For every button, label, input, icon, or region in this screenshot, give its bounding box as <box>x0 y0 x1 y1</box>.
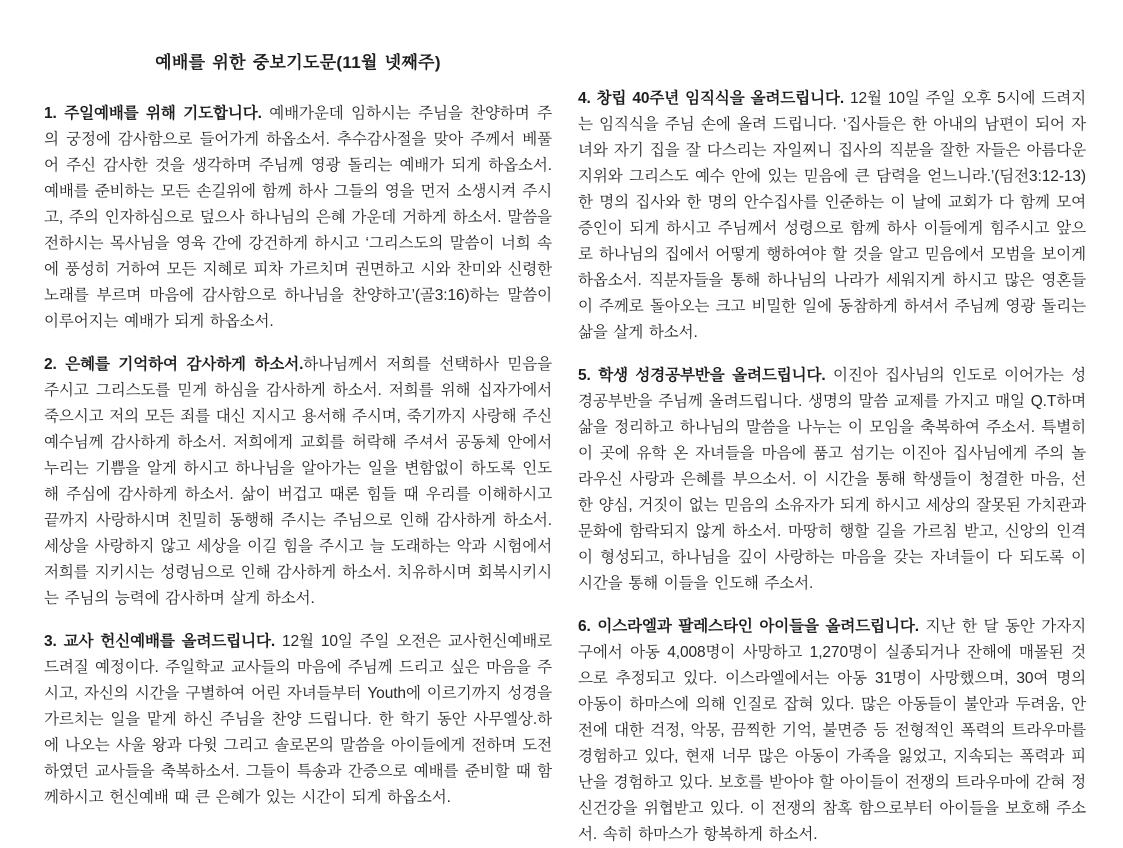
section-1-heading: 1. 주일예배를 위해 기도합니다. <box>44 105 262 122</box>
section-5-body: 이진아 집사님의 인도로 이어가는 성경공부반을 주님께 올려드립니다. 생명의 말씀 교제를 가지고 매일 Q.T하며 삶을 정리하고 하나님의 말씀을 나누는 이 모임을 축복하여 주소서. 특별히 이 곳에 유학 온 자녀들을 마음에 품고 섬기는 이진아 집사님에게 주의 놀라우신 사랑과 은혜를 부으소서. 이 시간을 통해 학생들이 청결한 마음, 선한 양심, 거짓이 없는 믿음의 소유자가 되게 하시고 세상의 잘못된 가치관과 문화에 함락되지 않게 하소서. 마땅히 행할 길을 가르침 받고, 신앙의 인격이 형성되고, 하나님을 깊이 사랑하는 마음을 갖는 자녀들이 다 되도록 이 시간을 통해 이들을 인도해 주소서. <box>578 367 1086 592</box>
prayer-section-5-bible-study <box>578 363 1086 597</box>
section-2-body: 하나님께서 저희를 선택하사 믿음을 주시고 그리스도를 믿게 하심을 감사하게 하소서. 저희를 위해 십자가에서 죽으시고 저의 모든 죄를 대신 지시고 용서해 주시며, 죽기까지 사랑해 주신 예수님께 감사하게 하소서. 저희에게 교회를 허락해 주셔서 공동체 안에서 누리는 기쁨을 알게 하시고 하나님을 알아가는 일을 변함없이 하도록 인도해 주심에 감사하게 하소서. 삶이 버겁고 때론 힘들 때 우리를 이해하시고 끝까지 사랑하시며 친밀히 동행해 주시는 주님으로 인해 감사하게 하소서. 세상을 사랑하지 않고 세상을 이길 힘을 주시고 늘 도래하는 악과 시험에서 저희를 지키시는 성령님으로 인해 감사하게 하소서. 치유하시며 회복시키시는 주님의 능력에 감사하며 살게 하소서. <box>44 356 552 607</box>
section-4-body: 12월 10일 주일 오후 5시에 드려지는 임직식을 주님 손에 올려 드립니다. ‘집사들은 한 아내의 남편이 되어 자녀와 자기 집을 잘 다스리는 자일찌니 집사의 직분을 잘한 자들은 아름다운 지위와 그리스도 예수 안에 있는 믿음에 큰 담력을 얻느니라.’(딤전3:12-13) 한 명의 집사와 한 명의 안수집사를 인준하는 이 날에 교회가 다 함께 모여 증인이 되게 하시고 주님께서 성령으로 함께 하사 이들에게 힘주시고 앞으로 하나님의 집에서 어떻게 행하여야 할 것을 알고 믿음에서 모범을 보이게 하옵소서. 직분자들을 통해 하나님의 나라가 세워지게 하시고 많은 영혼들이 주께로 돌아오는 크고 비밀한 일에 동참하게 하셔서 주님께 영광 돌리는 삶을 살게 하소서. <box>578 90 1086 341</box>
section-5-heading: 5. 학생 성경공부반을 올려드립니다. <box>578 367 826 384</box>
section-1-body: 예배가운데 임하시는 주님을 찬양하며 주의 궁정에 감사함으로 들어가게 하옵소서. 추수감사절을 맞아 주께서 베풀어 주신 감사한 것을 생각하며 주님께 영광 돌리는 예배가 되게 하옵소서. 예배를 준비하는 모든 손길위에 함께 하사 그들의 영을 먼저 소생시켜 주시고, 주의 인자하심으로 덮으사 하나님의 은혜 가운데 거하게 하소서. 말씀을 전하시는 목사님을 영육 간에 강건하게 하시고 ‘그리스도의 말씀이 너희 속에 풍성히 거하여 모든 지혜로 피차 가르치며 권면하고 시와 찬미와 신령한 노래를 부르며 마음에 감사함으로 하나님을 찬양하고’(골3:16)하는 말씀이 이루어지는 예배가 되게 하옵소서. <box>44 105 553 330</box>
section-6-body: 지난 한 달 동안 가자지구에서 아동 4,008명이 사망하고 1,270명이 실종되거나 잔해에 매몰된 것으로 추정되고 있다. 이스라엘에서는 아동 31명이 사망했으며, 30여 명의 아동이 하마스에 의해 인질로 잡혀 있다. 많은 아동들이 불안과 두려움, 안전에 대한 걱정, 악몽, 끔찍한 기억, 불면증 등 전형적인 폭력의 트라우마를 경험하고 있다, 현재 너무 많은 아동이 가족을 잃었고, 지속되는 폭력과 피난을 경험하고 있다. 보호를 받아야 할 아이들이 전쟁의 트라우마에 갇혀 정신건강을 위협받고 있다. 이 전쟁의 참혹 함으로부터 아이들을 보호해 주소서. 속히 하마스가 항복하게 하소서. <box>578 618 1086 843</box>
section-6-heading: 6. 이스라엘과 팔레스타인 아이들을 올려드립니다. <box>578 618 919 635</box>
prayer-section-4-ordination <box>578 86 1086 346</box>
page-title: 예배를 위한 중보기도문(11월 넷째주) <box>155 53 441 72</box>
section-2-heading: 2. 은혜를 기억하여 감사하게 하소서. <box>44 356 304 373</box>
right-column <box>578 48 1086 843</box>
section-4-heading: 4. 창립 40주년 임직식을 올려드립니다. <box>578 90 845 107</box>
prayer-section-3-teacher-dedication <box>44 629 552 811</box>
prayer-section-6-israel-palestine-children <box>578 614 1086 848</box>
section-3-heading: 3. 교사 헌신예배를 올려드립니다. <box>44 633 276 650</box>
left-column <box>44 48 553 806</box>
prayer-section-1-sunday-worship <box>44 101 552 335</box>
section-3-body: 12월 10일 주일 오전은 교사헌신예배로 드려질 예정이다. 주일학교 교사들의 마음에 주님께 드리고 싶은 마음을 주시고, 자신의 시간을 구별하여 어린 자녀들부터 Youth에 이르기까지 성경을 가르치는 일을 맡게 하신 주님을 찬양 드립니다. 한 학기 동안 사무엘상.하에 나오는 사울 왕과 다윗 그리고 솔로몬의 말씀을 아이들에게 전하며 도전하였던 교사들을 축복하소서. 그들이 특송과 간증으로 예배를 준비할 때 함께하시고 헌신예배 때 큰 은혜가 있는 시간이 되게 하옵소서. <box>44 633 552 806</box>
prayer-section-2-gratitude <box>44 352 552 612</box>
